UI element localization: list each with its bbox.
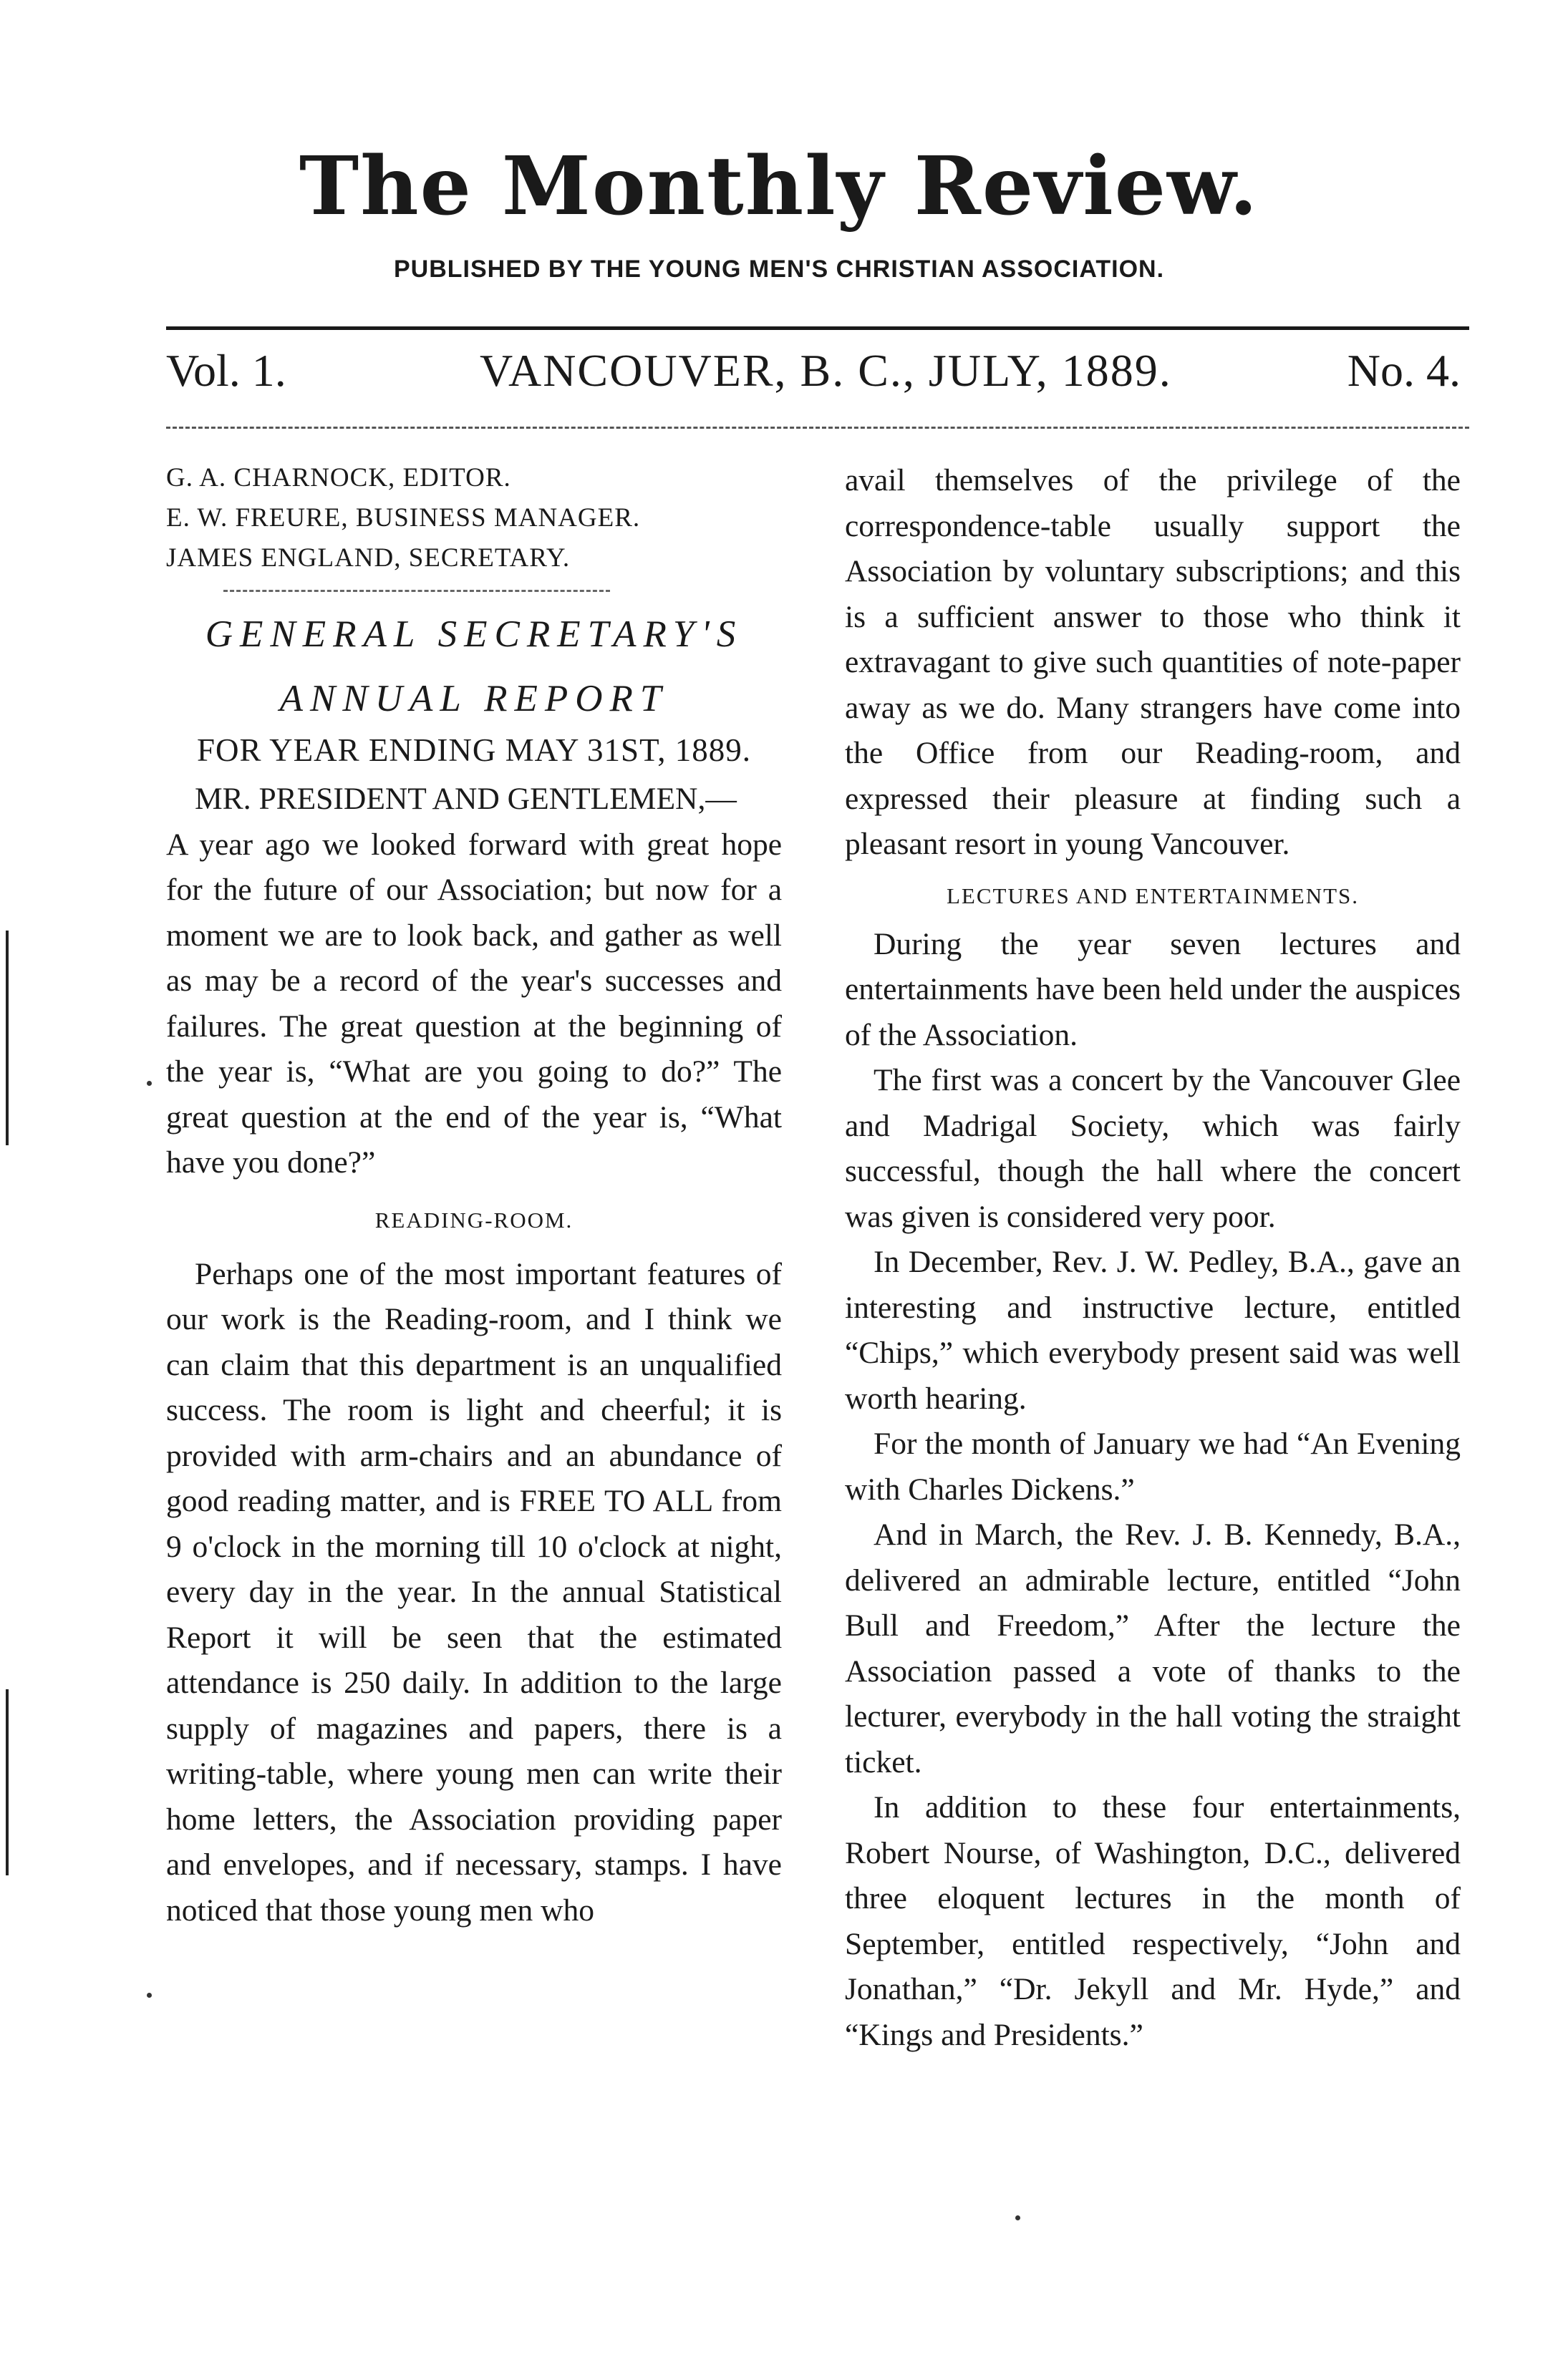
- continued-paragraph: avail themselves of the privilege of the correspondence-table usually support the Association by voluntary subscriptions; and this is a sufficient answer to those who think it extravagant to give such quantities of note-paper away as we do. Many strangers have come into the Office from our Reading-room, and expressed their pleasure at finding such a pleasant resort in young Vancouver.: [845, 463, 1461, 861]
- opening-paragraph: A year ago we looked forward with great hope for the future of our Association; but now for a moment we are to look back, and gather as well as may be a record of the year's successes and failures. The great question at the beginning of the year is, “What are you going to do?” The great question at the end of the year is, “What have you done?”: [166, 827, 782, 1180]
- report-title-line1: GENERAL SECRETARY'S: [205, 613, 743, 655]
- lectures-paragraph-3: In December, Rev. J. W. Pedley, B.A., gave an interesting and instructive lecture, entitled “Chips,” which everybody present said was well worth hearing.: [845, 1245, 1461, 1416]
- lectures-paragraph-2: The first was a concert by the Vancouver Glee and Madrigal Society, which was fairly successful, though the hall where the concert was given is considered very poor.: [845, 1063, 1461, 1234]
- lectures-paragraph-5: And in March, the Rev. J. B. Kennedy, B.A., delivered an admirable lecture, entitled “John Bull and Freedom,” After the lecture the Association passed a vote of thanks to the lecturer, everybody in the hall voting the straight ticket.: [845, 1517, 1461, 1779]
- staff-editor: G. A. CHARNOCK, EDITOR.: [166, 463, 511, 492]
- margin-speck: [147, 1081, 152, 1086]
- issue-line: [166, 342, 1469, 399]
- report-subtitle: FOR YEAR ENDING MAY 31ST, 1889.: [197, 732, 751, 768]
- margin-mark: [6, 931, 9, 1145]
- volume-label: Vol. 1.: [166, 345, 286, 396]
- publisher-line: PUBLISHED BY THE YOUNG MEN'S CHRISTIAN ASSOCIATION.: [393, 256, 1165, 283]
- header-rule: [166, 326, 1469, 330]
- report-title-line2: ANNUAL REPORT: [279, 678, 669, 719]
- page-speck: [1015, 2215, 1020, 2220]
- staff-rule: [223, 590, 610, 592]
- publication-title: The Monthly Review.: [299, 140, 1259, 233]
- staff-secretary: JAMES ENGLAND, SECRETARY.: [166, 543, 571, 573]
- issue-rule: [166, 427, 1469, 429]
- left-column: [166, 458, 782, 1933]
- lectures-paragraph-6: In addition to these four entertainments, Robert Nourse, of Washington, D.C., delivered three eloquent lectures in the month of September, entitled respectively, “John and Jonathan,” “Dr. Jekyll and Mr. Hyde,” and “Kings and Presidents.”: [845, 1790, 1461, 2052]
- place-date: VANCOUVER, B. C., JULY, 1889.: [480, 345, 1172, 396]
- lectures-paragraph-4: For the month of January we had “An Evening with Charles Dickens.”: [845, 1427, 1461, 1507]
- issue-number: No. 4.: [1347, 345, 1461, 396]
- reading-room-heading: READING-ROOM.: [374, 1207, 574, 1233]
- right-column: [845, 458, 1461, 2058]
- lectures-heading: LECTURES AND ENTERTAINMENTS.: [946, 883, 1360, 908]
- salutation: MR. PRESIDENT AND GENTLEMEN,—: [195, 782, 737, 816]
- reading-room-paragraph: Perhaps one of the most important features of our work is the Reading-room, and I think we can claim that this department is an unqualified success. The room is light and cheerful; it is provided with arm-chairs and an abundance of good reading matter, and is FREE TO ALL from 9 o'clock in the morning till 10 o'clock at night, every day in the year. In the annual Statistical Report it will be seen that the estimated attendance is 250 daily. In addition to the large supply of magazines and papers, there is a writing-table, where young men can write their home letters, the Association providing paper and envelopes, and if necessary, stamps. I have noticed that those young men who: [166, 1256, 782, 1928]
- masthead: [0, 140, 1558, 283]
- margin-mark: [6, 1689, 9, 1875]
- lectures-paragraph-1: During the year seven lectures and entertainments have been held under the auspices of the Association.: [845, 926, 1461, 1052]
- staff-business-manager: E. W. FREURE, BUSINESS MANAGER.: [166, 503, 641, 533]
- margin-speck: [147, 1993, 152, 1998]
